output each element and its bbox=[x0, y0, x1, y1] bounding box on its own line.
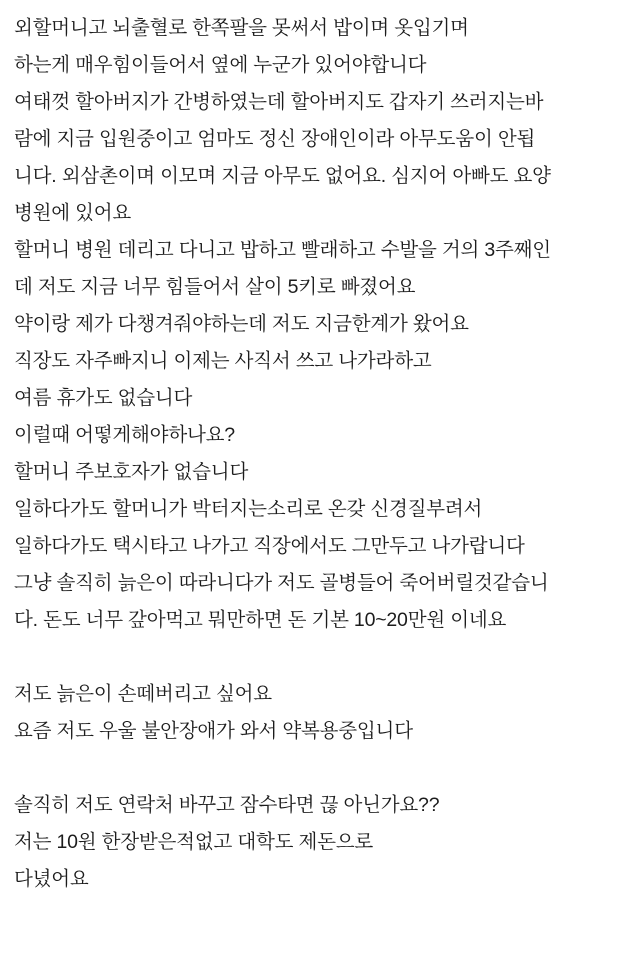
text-line: 람에 지금 입원중이고 엄마도 정신 장애인이라 아무도움이 안됩 bbox=[14, 128, 536, 150]
text-line: 약이랑 제가 다챙겨줘야하는데 저도 지금한계가 왔어요 bbox=[14, 313, 469, 335]
text-line: 저도 늙은이 손떼버리고 싶어요 bbox=[14, 683, 272, 705]
blank-line bbox=[14, 750, 626, 787]
text-line: 병원에 있어요 bbox=[14, 202, 132, 224]
text-line: 데 저도 지금 너무 힘들어서 살이 5키로 빠졌어요 bbox=[14, 276, 416, 298]
text-line: 여태껏 할아버지가 간병하였는데 할아버지도 갑자기 쓰러지는바 bbox=[14, 91, 544, 113]
text-line: 하는게 매우힘이들어서 옆에 누군가 있어야합니다 bbox=[14, 54, 427, 76]
text-line: 일하다가도 할머니가 박터지는소리로 온갖 신경질부려서 bbox=[14, 498, 483, 520]
text-line: 니다. 외삼촌이며 이모며 지금 아무도 없어요. 심지어 아빠도 요양 bbox=[14, 165, 551, 187]
text-line: 할머니 병원 데리고 다니고 밥하고 빨래하고 수발을 거의 3주째인 bbox=[14, 239, 551, 261]
text-line: 직장도 자주빠지니 이제는 사직서 쓰고 나가라하고 bbox=[14, 350, 432, 372]
text-line: 이럴때 어떻게해야하나요? bbox=[14, 424, 235, 446]
text-line: 솔직히 저도 연락처 바꾸고 잠수타면 끊 아닌가요?? bbox=[14, 794, 440, 816]
text-line: 여름 휴가도 없습니다 bbox=[14, 387, 193, 409]
text-line: 저는 10원 한장받은적없고 대학도 제돈으로 bbox=[14, 831, 373, 853]
text-line: 요즘 저도 우울 불안장애가 와서 약복용중입니다 bbox=[14, 720, 413, 742]
blank-line bbox=[14, 639, 626, 676]
text-line: 외할머니고 뇌출혈로 한쪽팔을 못써서 밥이며 옷입기며 bbox=[14, 17, 469, 39]
text-line: 일하다가도 택시타고 나가고 직장에서도 그만두고 나가랍니다 bbox=[14, 535, 525, 557]
text-line: 다. 돈도 너무 갚아먹고 뭐만하면 돈 기본 10~20만원 이네요 bbox=[14, 609, 507, 631]
text-line: 할머니 주보호자가 없습니다 bbox=[14, 461, 249, 483]
text-line: 다녔어요 bbox=[14, 868, 89, 890]
text-line: 그냥 솔직히 늙은이 따라니다가 저도 골병들어 죽어버릴것같습니 bbox=[14, 572, 549, 594]
